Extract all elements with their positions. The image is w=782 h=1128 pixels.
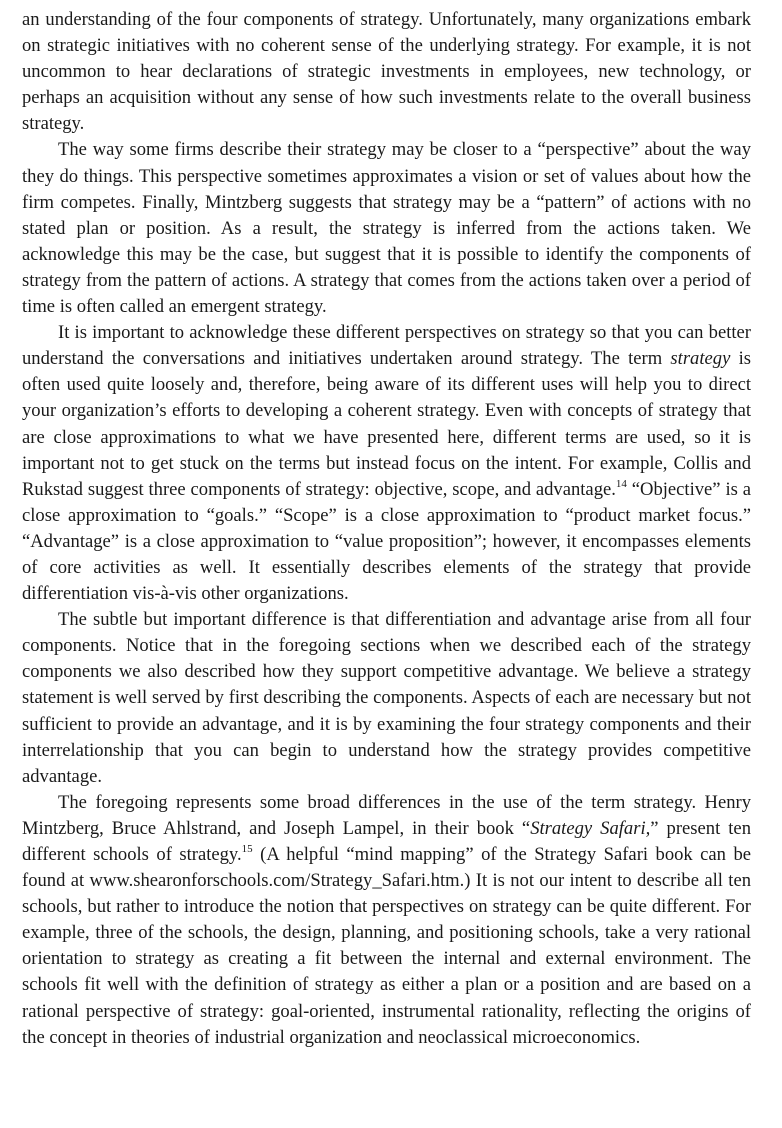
paragraph-text: ” present ten different schools of strategy. <box>22 817 751 865</box>
paragraph-text: “Objective” is a close approximation to “goals.” “Scope” is a close approximation to “product market focus.” “Advantage” is a close approximation to “value proposition”; however, it encompasses elements of core activities as well. It essentially describes elements of the strategy that provide differentiation vis-à-vis other organizations. <box>22 478 751 605</box>
italic-text: strategy <box>670 348 731 370</box>
paragraph-text: The foregoing represents some broad differences in the use of the term strategy. Henry Mintzberg, Bruce Ahlstrand, and Joseph Lampel, in their book “ <box>22 791 751 839</box>
paragraph-text: It is important to acknowledge these different perspectives on strategy so that you can better understand the conversations and initiatives undertaken around strategy. The term <box>22 322 751 370</box>
paragraph <box>22 607 751 790</box>
paragraph <box>22 790 751 1051</box>
paragraph <box>22 7 751 137</box>
paragraph-text: The subtle but important difference is that differentiation and advantage arise from all four components. Notice that in the foregoing sections when we described each of the strategy components we also described how they support competitive advantage. We believe a strategy statement is well served by first describing the components. Aspects of each are necessary but not sufficient to provide an advantage, and it is by examining the four strategy components and their interrelationship that you can begin to understand how the strategy provides competitive advantage. <box>22 609 751 787</box>
paragraph <box>22 137 751 320</box>
paragraph-text: an understanding of the four components of strategy. Unfortunately, many organizations embark on strategic initiatives with no coherent sense of the underlying strategy. For example, it is not uncommon to hear declarations of strategic investments in employees, new technology, or perhaps an acquisition without any sense of how such investments relate to the overall business strategy. <box>22 9 751 135</box>
paragraph-text: is often used quite loosely and, therefore, being aware of its different uses will help you to direct your organization’s efforts to developing a coherent strategy. Even with concepts of strategy that are close approximations to what we have presented here, different terms are used, so it is important not to get stuck on the terms but instead focus on the intent. For example, Collis and Rukstad suggest three components of strategy: objective, scope, and advantage. <box>22 348 751 500</box>
italic-text: Strategy Safari, <box>530 817 651 839</box>
paragraph-text: (A helpful “mind mapping” of the Strategy Safari book can be found at www.shearonforschools.com/Strategy_Safari.htm.) It is not our intent to describe all ten schools, but rather to introduce the notion that perspectives on strategy can be quite different. For example, three of the schools, the design, planning, and positioning schools, take a very rational orientation to strategy as creating a fit between the internal and external environment. The schools fit well with the definition of strategy as either a plan or a position and are based on a rational perspective of strategy: goal-oriented, instrumental rationality, reflecting the origins of the concept in theories of industrial organization and neoclassical microeconomics. <box>22 844 751 1048</box>
paragraph <box>22 320 751 607</box>
footnote-reference: 15 <box>241 842 253 855</box>
paragraph-text: The way some firms describe their strategy may be closer to a “perspective” about the way they do things. This perspective sometimes approximates a vision or set of values about how the firm competes. Finally, Mintzberg suggests that strategy may be a “pattern” of actions with no stated plan or position. As a result, the strategy is inferred from the actions taken. We acknowledge this may be the case, but suggest that it is possible to identify the components of strategy from the pattern of actions. A strategy that comes from the actions taken over a period of time is often called an emergent strategy. <box>22 139 751 318</box>
footnote-reference: 14 <box>615 477 627 490</box>
